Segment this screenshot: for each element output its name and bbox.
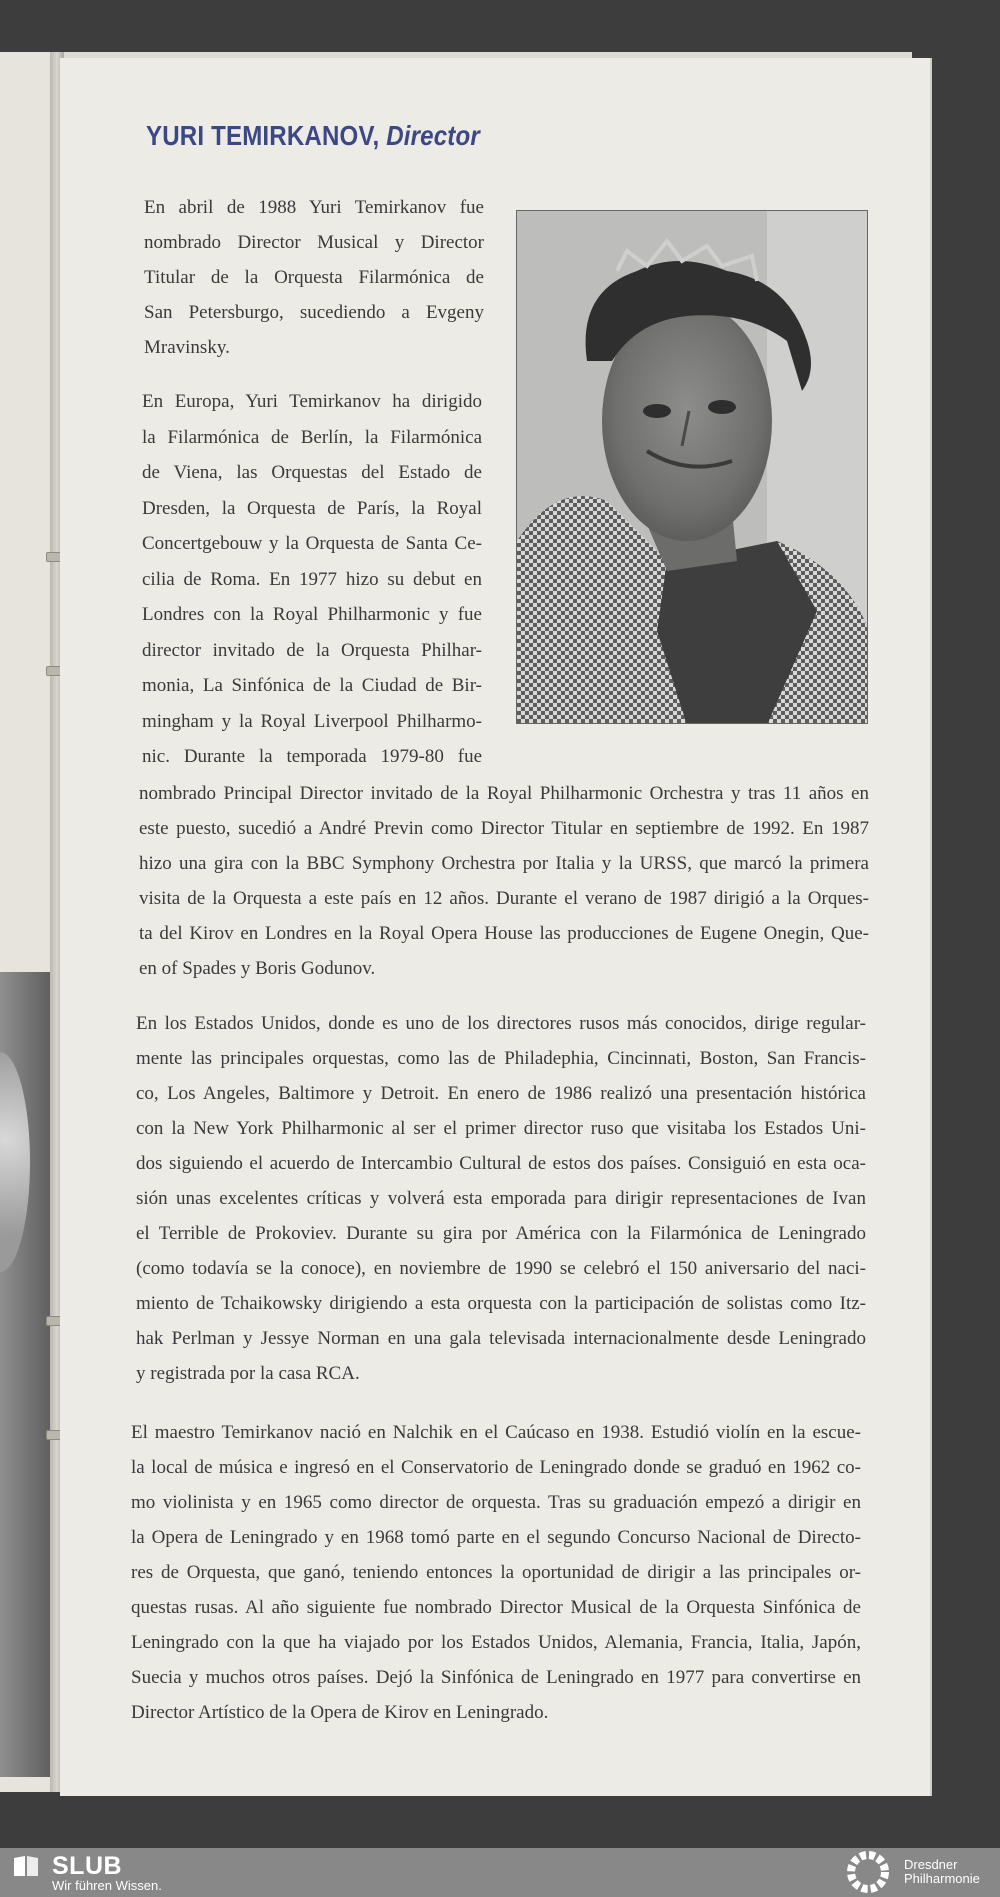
- text-line: cilia de Roma. En 1977 hizo su debut en: [142, 568, 482, 590]
- text-line: questas rusas. Al año siguiente fue nombrado Director Musical de la Orquesta Sinfónica de: [131, 1597, 861, 1618]
- conductor-name: YURI TEMIRKANOV,: [146, 120, 380, 151]
- text-line: (como todavía se la conoce), en noviembre de 1990 se celebró el 150 aniversario del naci-: [136, 1258, 866, 1279]
- text-line: mo violinista y en 1965 como director de orquesta. Tras su graduación empezó a dirigir en: [131, 1492, 861, 1513]
- paragraph-1: [144, 190, 484, 365]
- partner-line-2: Philharmonie: [904, 1871, 980, 1886]
- text-line: Titular de la Orquesta Filarmónica de: [144, 267, 484, 288]
- text-line: miento de Tchaikowsky dirigiendo a esta orquesta con la participación de solistas como Itz-: [136, 1293, 866, 1314]
- text-line: nombrado Principal Director invitado de la Royal Philharmonic Orchestra y tras 11 años en: [139, 783, 869, 804]
- portrait-photo: [516, 210, 868, 724]
- page-title: [146, 120, 480, 152]
- text-line: el Terrible de Prokoviev. Durante su gira por América con la Filarmónica de Leningrado: [136, 1223, 866, 1244]
- text-line: El maestro Temirkanov nació en Nalchik en el Caúcaso en 1938. Estudió violín en la escue-: [131, 1422, 861, 1443]
- previous-page-photo: [0, 972, 56, 1777]
- text-line: mente las principales orquestas, como las de Philadephia, Cincinnati, Boston, San Francis-: [136, 1048, 866, 1069]
- text-line: este puesto, sucedió a André Previn como Director Titular en septiembre de 1992. En 1987: [139, 818, 869, 839]
- paragraph-2: [142, 384, 482, 775]
- text-line: co, Los Angeles, Baltimore y Detroit. En enero de 1986 realizó una presentación histórica: [136, 1083, 866, 1104]
- text-line: Londres con la Royal Philharmonic y fue: [142, 604, 482, 625]
- text-line: Dresden, la Orquesta de París, la Royal: [142, 497, 482, 519]
- text-line: mingham y la Royal Liverpool Philharmo-: [142, 710, 482, 732]
- text-line: sión unas excelentes críticas y volverá esta emporada para dirigir representaciones de Ivan: [136, 1188, 866, 1209]
- text-line: hak Perlman y Jessye Norman en una gala televisada internacionalmente desde Leningrado: [136, 1328, 866, 1349]
- previous-page-face: [0, 1052, 30, 1272]
- text-line: Director Artístico de la Opera de Kirov en Leningrado.: [131, 1702, 549, 1723]
- text-line: la Opera de Leningrado y en 1968 tomó parte en el segundo Concurso Nacional de Directo-: [131, 1527, 861, 1548]
- text-line: hizo una gira con la BBC Symphony Orchestra por Italia y la URSS, que marcó la primera: [139, 853, 869, 874]
- text-line: la Filarmónica de Berlín, la Filarmónica: [142, 426, 482, 448]
- text-line: la local de música e ingresó en el Conservatorio de Leningrado donde se graduó en 1962 co-: [131, 1457, 861, 1478]
- text-line: En Europa, Yuri Temirkanov ha dirigido: [142, 391, 482, 412]
- text-line: y registrada por la casa RCA.: [136, 1363, 360, 1384]
- text-line: con la New York Philharmonic al ser el primer director ruso que visitaba los Estados Uni-: [136, 1118, 866, 1139]
- partner-line-1: Dresdner: [904, 1857, 958, 1872]
- dresdner-philharmonie-logo-icon[interactable]: [840, 1848, 896, 1897]
- text-line: monia, La Sinfónica de la Ciudad de Bir-: [142, 675, 482, 696]
- text-line: director invitado de la Orquesta Philhar-: [142, 639, 482, 661]
- text-line: Suecia y muchos otros países. Dejó la Sinfónica de Leningrado en 1977 para convertirse en: [131, 1667, 861, 1688]
- paragraph-4: [131, 1415, 861, 1730]
- slub-slogan: Wir führen Wissen.: [52, 1878, 162, 1893]
- footer-bar: [0, 1848, 1000, 1897]
- paragraph-2-continued: [139, 776, 869, 986]
- text-line: En abril de 1988 Yuri Temirkanov fue: [144, 197, 484, 218]
- text-line: San Petersburgo, sucediendo a Evgeny: [144, 302, 484, 323]
- portrait-photo-icon: [517, 211, 868, 724]
- text-line: en of Spades y Boris Godunov.: [139, 958, 376, 979]
- text-line: ta del Kirov en Londres en la Royal Opera House las producciones de Eugene Onegin, Que-: [139, 923, 869, 944]
- slub-name[interactable]: SLUB: [52, 1852, 123, 1880]
- text-line: nombrado Director Musical y Director: [144, 232, 484, 253]
- text-line: Mravinsky.: [144, 337, 230, 358]
- text-line: nic. Durante la temporada 1979-80 fue: [142, 746, 482, 767]
- partner-name[interactable]: [904, 1858, 980, 1886]
- slub-logo-icon[interactable]: [12, 1854, 40, 1878]
- paragraph-3: [136, 1006, 866, 1391]
- text-line: res de Orquesta, que ganó, teniendo entonces la oportunidad de dirigir a las principales or-: [131, 1562, 861, 1583]
- text-line: dos siguiendo el acuerdo de Intercambio Cultural de estos dos países. Consiguió en esta oca-: [136, 1153, 866, 1174]
- text-line: En los Estados Unidos, donde es uno de los directores rusos más conocidos, dirige regular-: [136, 1013, 866, 1034]
- text-line: Leningrado con la que ha viajado por los Estados Unidos, Alemania, Francia, Italia, Japón,: [131, 1632, 861, 1653]
- text-line: de Viena, las Orquestas del Estado de: [142, 462, 482, 483]
- conductor-role: Director: [386, 120, 480, 151]
- text-line: Concertgebouw y la Orquesta de Santa Ce-: [142, 533, 482, 554]
- text-line: visita de la Orquesta a este país en 12 años. Durante el verano de 1987 dirigió a la Orques-: [139, 888, 869, 909]
